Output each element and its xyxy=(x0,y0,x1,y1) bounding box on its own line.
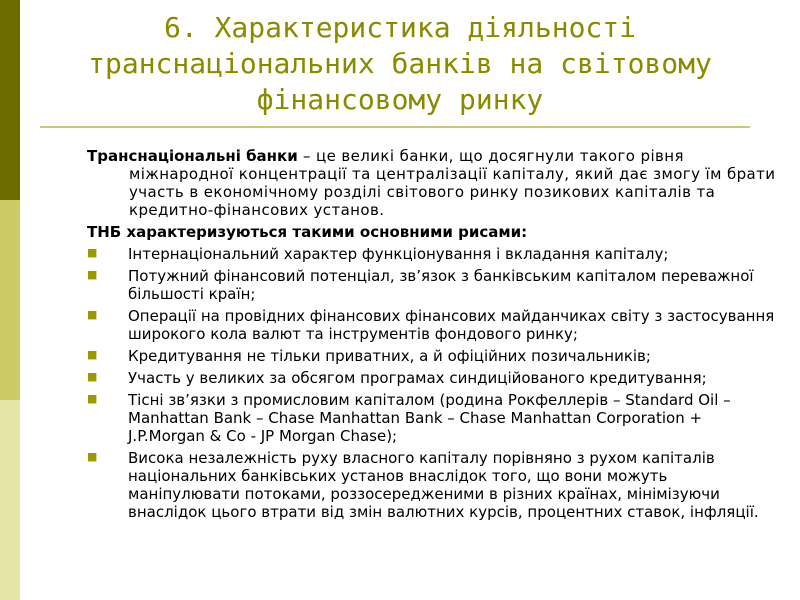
list-item-text: Потужний фінансовий потенціал, зв’язок з банківським капіталом переважної більшості країн; xyxy=(128,267,754,303)
square-bullet-icon: ■ xyxy=(87,392,98,405)
decorative-side-bar-top xyxy=(0,0,20,200)
list-item xyxy=(87,347,777,365)
intro-term: Транснаціональні банки xyxy=(87,147,298,165)
square-bullet-icon: ■ xyxy=(87,450,98,463)
square-bullet-icon: ■ xyxy=(87,246,98,259)
list-item xyxy=(87,245,777,263)
slide-body xyxy=(87,147,777,525)
slide-title: 6. Характеристика діяльності транснаціональних банків на світовому фінансовому ринку xyxy=(88,11,712,116)
list-item-text: Участь у великих за обсягом програмах синдиційованого кредитування; xyxy=(128,369,707,387)
list-item xyxy=(87,391,777,445)
square-bullet-icon: ■ xyxy=(87,348,98,361)
decorative-side-bar-bottom xyxy=(0,400,20,600)
list-item-text: Операції на провідних фінансових фінансових майданчиках світу з застосування широкого кола валют та інструментів фондового ринку; xyxy=(128,307,775,343)
list-item xyxy=(87,449,777,521)
list-item-text: Тісні зв’язки з промисловим капіталом (родина Рокфеллерів – Standard Oil – Manhattan Bank – Chase Manhattan Bank – Chase Manhattan Corporation + J.P.Morgan & Co - JP Morgan Chase); xyxy=(128,391,731,445)
intro-paragraph xyxy=(87,147,777,219)
square-bullet-icon: ■ xyxy=(87,370,98,383)
decorative-side-bar-middle xyxy=(0,200,20,400)
traits-lead: ТНБ характеризуються такими основними рисами: xyxy=(87,223,528,241)
list-item-text: Висока незалежність руху власного капіталу порівняно з рухом капіталів національних банківських установ внаслідок того, що вони можуть маніпулювати потоками, роззосередженими в різних країнах, мінімізуючи внаслідок цього втрати від змін валютних курсів, процентних ставок, інфляції. xyxy=(128,449,759,521)
list-item xyxy=(87,267,777,303)
list-item-text: Кредитування не тільки приватних, а й офіційних позичальників; xyxy=(128,347,651,365)
list-item xyxy=(87,307,777,343)
intro-definition: – це великі банки, що досягнули такого рівня міжнародної концентрації та централізації капіталу, який дає змогу їм брати участь в економічному розділі світового ринку позикових капіталів та кредитно-фінансових установ. xyxy=(129,147,776,219)
square-bullet-icon: ■ xyxy=(87,268,98,281)
traits-list xyxy=(87,245,777,521)
list-item-text: Інтернаціональний характер функціонування і вкладання капіталу; xyxy=(128,245,669,263)
square-bullet-icon: ■ xyxy=(87,308,98,321)
list-item xyxy=(87,369,777,387)
title-divider xyxy=(40,126,750,128)
